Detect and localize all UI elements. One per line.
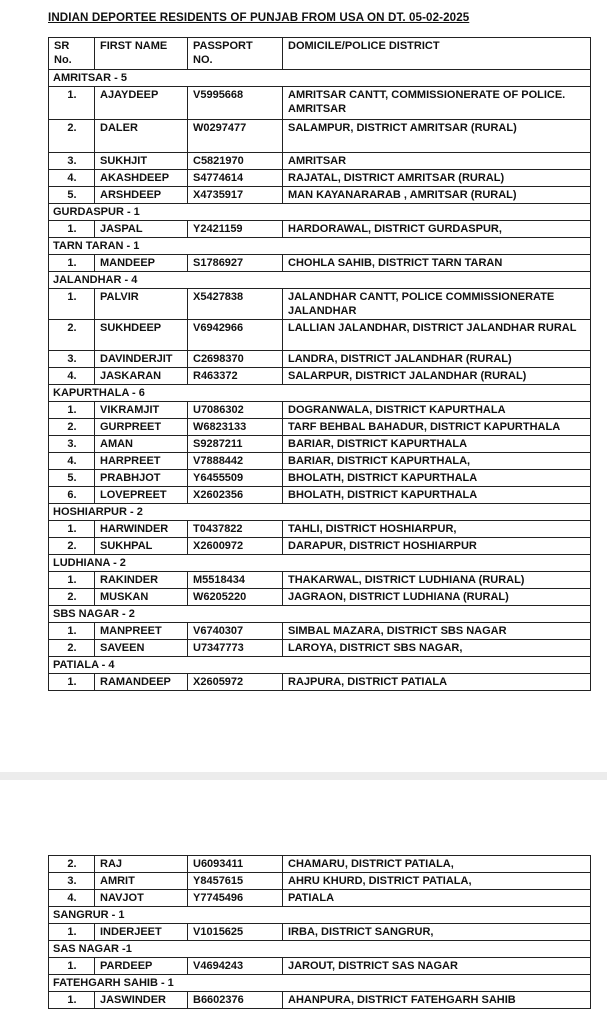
district-group-label: JALANDHAR - 4	[49, 272, 591, 289]
table-row	[49, 153, 591, 170]
domicile-cell: SALARPUR, DISTRICT JALANDHAR (RURAL)	[283, 368, 591, 385]
sr-cell: 3.	[49, 153, 95, 170]
district-group-label: FATEHGARH SAHIB - 1	[49, 975, 591, 992]
district-group-label: SANGRUR - 1	[49, 907, 591, 924]
passport-cell: C5821970	[188, 153, 283, 170]
domicile-cell: RAJATAL, DISTRICT AMRITSAR (RURAL)	[283, 170, 591, 187]
district-group-row	[49, 555, 591, 572]
table-row	[49, 856, 591, 873]
page-separator	[0, 772, 607, 780]
passport-cell: U7086302	[188, 402, 283, 419]
domicile-cell: LAROYA, DISTRICT SBS NAGAR,	[283, 640, 591, 657]
sr-cell: 2.	[49, 120, 95, 153]
table-row	[49, 419, 591, 436]
passport-cell: X2600972	[188, 538, 283, 555]
district-group-label: GURDASPUR - 1	[49, 204, 591, 221]
district-group-row	[49, 238, 591, 255]
table-row	[49, 170, 591, 187]
district-group-row	[49, 657, 591, 674]
table-row	[49, 436, 591, 453]
passport-cell: V1015625	[188, 924, 283, 941]
sr-cell: 3.	[49, 351, 95, 368]
district-group-label: HOSHIARPUR - 2	[49, 504, 591, 521]
first-name-cell: GURPREET	[95, 419, 188, 436]
district-group-label: TARN TARAN - 1	[49, 238, 591, 255]
domicile-cell: RAJPURA, DISTRICT PATIALA	[283, 674, 591, 691]
sr-cell: 1.	[49, 958, 95, 975]
passport-cell: W0297477	[188, 120, 283, 153]
district-group-label: AMRITSAR - 5	[49, 70, 591, 87]
sr-cell: 3.	[49, 436, 95, 453]
first-name-cell: AJAYDEEP	[95, 87, 188, 120]
document-title: INDIAN DEPORTEE RESIDENTS OF PUNJAB FROM USA ON DT. 05-02-2025	[48, 11, 470, 24]
district-group-row	[49, 204, 591, 221]
district-group-label: KAPURTHALA - 6	[49, 385, 591, 402]
table-row	[49, 221, 591, 238]
sr-cell: 1.	[49, 221, 95, 238]
domicile-cell: SIMBAL MAZARA, DISTRICT SBS NAGAR	[283, 623, 591, 640]
passport-cell: W6205220	[188, 589, 283, 606]
sr-cell: 1.	[49, 992, 95, 1009]
passport-cell: B6602376	[188, 992, 283, 1009]
domicile-cell: CHOHLA SAHIB, DISTRICT TARN TARAN	[283, 255, 591, 272]
district-group-row	[49, 504, 591, 521]
first-name-cell: PRABHJOT	[95, 470, 188, 487]
district-group-row	[49, 907, 591, 924]
first-name-cell: MUSKAN	[95, 589, 188, 606]
table-row	[49, 453, 591, 470]
domicile-cell: JALANDHAR CANTT, POLICE COMMISSIONERATE JALANDHAR	[283, 289, 591, 320]
district-group-label: LUDHIANA - 2	[49, 555, 591, 572]
table-row	[49, 289, 591, 320]
domicile-cell: LALLIAN JALANDHAR, DISTRICT JALANDHAR RURAL	[283, 320, 591, 351]
passport-cell: Y6455509	[188, 470, 283, 487]
table-row	[49, 538, 591, 555]
first-name-cell: DALER	[95, 120, 188, 153]
passport-cell: T0437822	[188, 521, 283, 538]
table-row	[49, 487, 591, 504]
first-name-cell: MANPREET	[95, 623, 188, 640]
table-row	[49, 674, 591, 691]
first-name-cell: HARWINDER	[95, 521, 188, 538]
table-row	[49, 640, 591, 657]
table-row	[49, 873, 591, 890]
sr-cell: 5.	[49, 187, 95, 204]
domicile-cell: AHANPURA, DISTRICT FATEHGARH SAHIB	[283, 992, 591, 1009]
domicile-cell: SALAMPUR, DISTRICT AMRITSAR (RURAL)	[283, 120, 591, 153]
table-row	[49, 402, 591, 419]
first-name-cell: JASWINDER	[95, 992, 188, 1009]
first-name-cell: RAJ	[95, 856, 188, 873]
passport-cell: V6942966	[188, 320, 283, 351]
domicile-cell: THAKARWAL, DISTRICT LUDHIANA (RURAL)	[283, 572, 591, 589]
first-name-cell: VIKRAMJIT	[95, 402, 188, 419]
deportee-table-page-2	[48, 855, 591, 1009]
first-name-cell: PARDEEP	[95, 958, 188, 975]
sr-cell: 1.	[49, 87, 95, 120]
table-row	[49, 187, 591, 204]
passport-cell: X4735917	[188, 187, 283, 204]
sr-cell: 5.	[49, 470, 95, 487]
sr-cell: 1.	[49, 674, 95, 691]
sr-cell: 1.	[49, 402, 95, 419]
first-name-cell: AMRIT	[95, 873, 188, 890]
first-name-cell: LOVEPREET	[95, 487, 188, 504]
passport-cell: V4694243	[188, 958, 283, 975]
district-group-row	[49, 272, 591, 289]
domicile-cell: CHAMARU, DISTRICT PATIALA,	[283, 856, 591, 873]
sr-cell: 1.	[49, 924, 95, 941]
table-row	[49, 351, 591, 368]
district-group-row	[49, 941, 591, 958]
first-name-cell: AKASHDEEP	[95, 170, 188, 187]
first-name-cell: SUKHDEEP	[95, 320, 188, 351]
domicile-cell: TAHLI, DISTRICT HOSHIARPUR,	[283, 521, 591, 538]
sr-cell: 2.	[49, 640, 95, 657]
sr-cell: 4.	[49, 368, 95, 385]
district-group-row	[49, 70, 591, 87]
sr-cell: 1.	[49, 289, 95, 320]
first-name-cell: NAVJOT	[95, 890, 188, 907]
domicile-cell: DOGRANWALA, DISTRICT KAPURTHALA	[283, 402, 591, 419]
domicile-cell: PATIALA	[283, 890, 591, 907]
passport-cell: Y8457615	[188, 873, 283, 890]
header-first-name: FIRST NAME	[95, 38, 188, 70]
passport-cell: S9287211	[188, 436, 283, 453]
first-name-cell: ARSHDEEP	[95, 187, 188, 204]
first-name-cell: AMAN	[95, 436, 188, 453]
sr-cell: 2.	[49, 320, 95, 351]
sr-cell: 2.	[49, 856, 95, 873]
table-row	[49, 924, 591, 941]
first-name-cell: JASKARAN	[95, 368, 188, 385]
table-row	[49, 368, 591, 385]
domicile-cell: BARIAR, DISTRICT KAPURTHALA,	[283, 453, 591, 470]
sr-cell: 2.	[49, 538, 95, 555]
first-name-cell: HARPREET	[95, 453, 188, 470]
district-group-label: SBS NAGAR - 2	[49, 606, 591, 623]
first-name-cell: SUKHPAL	[95, 538, 188, 555]
deportee-table-page-1	[48, 37, 591, 691]
header-passport-no: PASSPORT NO.	[188, 38, 283, 70]
passport-cell: S1786927	[188, 255, 283, 272]
domicile-cell: DARAPUR, DISTRICT HOSHIARPUR	[283, 538, 591, 555]
first-name-cell: MANDEEP	[95, 255, 188, 272]
first-name-cell: INDERJEET	[95, 924, 188, 941]
passport-cell: X2602356	[188, 487, 283, 504]
district-group-row	[49, 975, 591, 992]
table-row	[49, 120, 591, 153]
sr-cell: 2.	[49, 419, 95, 436]
first-name-cell: RAKINDER	[95, 572, 188, 589]
sr-cell: 1.	[49, 623, 95, 640]
sr-cell: 6.	[49, 487, 95, 504]
domicile-cell: TARF BEHBAL BAHADUR, DISTRICT KAPURTHALA	[283, 419, 591, 436]
first-name-cell: SUKHJIT	[95, 153, 188, 170]
sr-cell: 1.	[49, 255, 95, 272]
table-row	[49, 890, 591, 907]
passport-cell: W6823133	[188, 419, 283, 436]
domicile-cell: MAN KAYANARARAB , AMRITSAR (RURAL)	[283, 187, 591, 204]
domicile-cell: BHOLATH, DISTRICT KAPURTHALA	[283, 470, 591, 487]
district-group-label: PATIALA - 4	[49, 657, 591, 674]
domicile-cell: HARDORAWAL, DISTRICT GURDASPUR,	[283, 221, 591, 238]
domicile-cell: BHOLATH, DISTRICT KAPURTHALA	[283, 487, 591, 504]
passport-cell: M5518434	[188, 572, 283, 589]
first-name-cell: PALVIR	[95, 289, 188, 320]
sr-cell: 1.	[49, 521, 95, 538]
first-name-cell: RAMANDEEP	[95, 674, 188, 691]
passport-cell: V5995668	[188, 87, 283, 120]
domicile-cell: LANDRA, DISTRICT JALANDHAR (RURAL)	[283, 351, 591, 368]
district-group-row	[49, 606, 591, 623]
domicile-cell: AMRITSAR CANTT, COMMISSIONERATE OF POLICE. AMRITSAR	[283, 87, 591, 120]
first-name-cell: DAVINDERJIT	[95, 351, 188, 368]
passport-cell: Y7745496	[188, 890, 283, 907]
domicile-cell: AHRU KHURD, DISTRICT PATIALA,	[283, 873, 591, 890]
table-row	[49, 521, 591, 538]
table-row	[49, 958, 591, 975]
passport-cell: U7347773	[188, 640, 283, 657]
table-row	[49, 255, 591, 272]
header-domicile: DOMICILE/POLICE DISTRICT	[283, 38, 591, 70]
domicile-cell: AMRITSAR	[283, 153, 591, 170]
header-sr-no: SR No.	[49, 38, 95, 70]
sr-cell: 4.	[49, 890, 95, 907]
document-page-2	[0, 780, 607, 1024]
table-row	[49, 87, 591, 120]
passport-cell: X2605972	[188, 674, 283, 691]
passport-cell: X5427838	[188, 289, 283, 320]
sr-cell: 1.	[49, 572, 95, 589]
domicile-cell: BARIAR, DISTRICT KAPURTHALA	[283, 436, 591, 453]
passport-cell: C2698370	[188, 351, 283, 368]
domicile-cell: JAROUT, DISTRICT SAS NAGAR	[283, 958, 591, 975]
sr-cell: 4.	[49, 170, 95, 187]
domicile-cell: IRBA, DISTRICT SANGRUR,	[283, 924, 591, 941]
table-row	[49, 320, 591, 351]
sr-cell: 2.	[49, 589, 95, 606]
first-name-cell: JASPAL	[95, 221, 188, 238]
passport-cell: R463372	[188, 368, 283, 385]
district-group-label: SAS NAGAR -1	[49, 941, 591, 958]
passport-cell: V6740307	[188, 623, 283, 640]
sr-cell: 3.	[49, 873, 95, 890]
passport-cell: S4774614	[188, 170, 283, 187]
first-name-cell: SAVEEN	[95, 640, 188, 657]
table-row	[49, 992, 591, 1009]
table-row	[49, 623, 591, 640]
table-row	[49, 470, 591, 487]
district-group-row	[49, 385, 591, 402]
passport-cell: U6093411	[188, 856, 283, 873]
table-header-row	[49, 38, 591, 70]
domicile-cell: JAGRAON, DISTRICT LUDHIANA (RURAL)	[283, 589, 591, 606]
table-row	[49, 589, 591, 606]
passport-cell: V7888442	[188, 453, 283, 470]
table-row	[49, 572, 591, 589]
sr-cell: 4.	[49, 453, 95, 470]
passport-cell: Y2421159	[188, 221, 283, 238]
